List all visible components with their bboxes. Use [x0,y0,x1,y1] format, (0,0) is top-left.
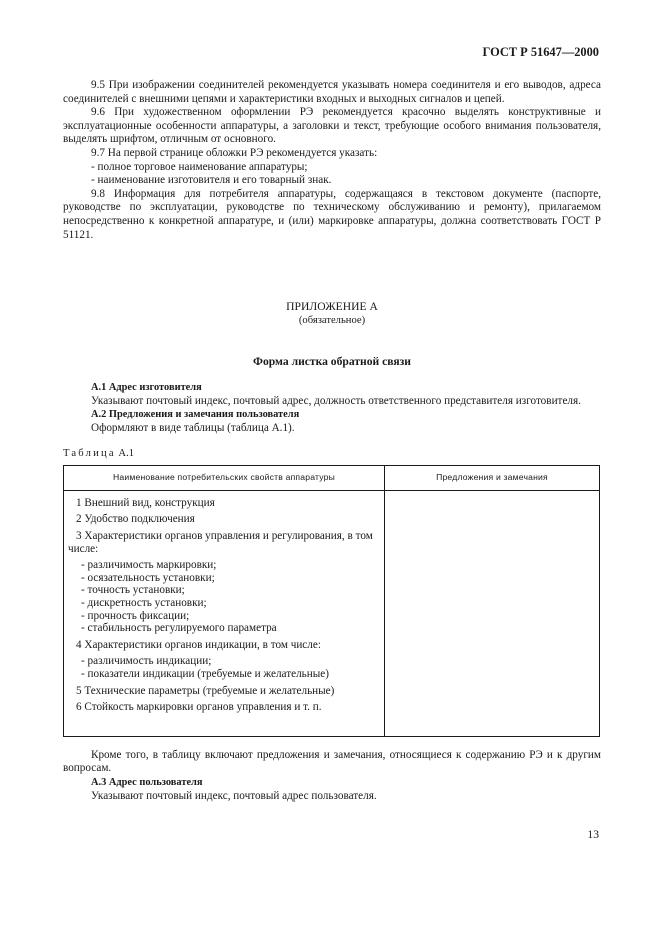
table-row-subitem: - различимость индикации; [81,655,212,668]
table-row-item-continuation: числе: [68,542,99,555]
table-row-subitem: - дискретность установки; [81,597,207,610]
column-header-properties: Наименование потребительских свойств аппаратуры [64,465,385,490]
table-caption [63,447,601,461]
section-a2-title: А.2 Предложения и замечания пользователя [91,409,300,421]
form-title: Форма листка обратной связи [253,355,411,369]
list-item: - наименование изготовителя и его товарный знак. [91,174,332,187]
feedback-table [63,465,600,737]
document-header: ГОСТ Р 51647—2000 [482,45,599,59]
paragraph-9-7: 9.7 На первой странице обложки РЭ рекомендуется указать: [91,146,378,159]
section-a3-title: А.3 Адрес пользователя [91,776,203,788]
column-header-remarks: Предложения и замечания [385,465,600,490]
table-row-subitem: - осязательность установки; [81,571,215,584]
table-row-item: 1 Внешний вид, конструкция [76,496,215,509]
table-row-subitem: - показатели индикации (требуемые и желательные) [81,668,329,680]
table-row-item: 2 Удобство подключения [76,513,195,526]
after-table-text: Кроме того, в таблицу включают предложения и замечания, относящиеся к содержанию РЭ и к другим вопросам. [63,748,601,775]
table-header-row [64,465,600,490]
list-item: - полное торговое наименование аппаратуры; [91,160,308,173]
section-a3-text: Указывают почтовый индекс, почтовый адрес пользователя. [91,789,377,802]
paragraph-9-6: 9.6 При художественном оформлении РЭ рекомендуется красочно выделять конструктивные и эксплуатационные особенности аппаратуры, а заголовки и текст, требующие особого внимания пользователя, выделять шрифтом, отличным от основного. [63,106,601,146]
table-row-subitem: - различимость маркировки; [81,559,217,572]
section-a1-text: Указывают почтовый индекс, почтовый адрес, должность ответственного представителя изготовителя. [91,394,581,407]
paragraph-9-8: 9.8 Информация для потребителя аппаратуры, содержащаяся в текстовом документе (паспорте, руководстве по эксплуатации, руководстве по техническому обслуживанию и ремонту), прилагаемом непосредственно к конкретной аппаратуре, и (или) маркировке аппаратуры, должна соответствовать ГОСТ Р 51121. [63,187,601,241]
table-row-item: 5 Технические параметры (требуемые и желательные) [76,684,335,697]
table-row-subitem: - прочность фиксации; [81,609,190,622]
paragraph-9-5: 9.5 При изображении соединителей рекомендуется указывать номера соединителя и его выводов, адреса соединителей с внешними цепями и характеристики входных и выходных сигналов и цепей. [63,79,601,105]
appendix-title: ПРИЛОЖЕНИЕ А [286,300,378,314]
table-row-item: 4 Характеристики органов индикации, в том числе: [76,638,321,651]
appendix-subtitle: (обязательное) [298,314,366,326]
table-row-subitem: - стабильность регулируемого параметра [81,622,277,635]
table-row-item: 6 Стойкость маркировки органов управления и т. п. [76,701,322,714]
table-row-subitem: - точность установки; [81,584,185,597]
table-caption-word: Таблица [63,448,116,460]
table-row-item: 3 Характеристики органов управления и регулирования, в том [76,530,373,543]
section-a1-title: А.1 Адрес изготовителя [91,381,202,393]
remarks-cell [385,490,600,736]
section-a2-text: Оформляют в виде таблицы (таблица А.1). [91,421,295,434]
properties-cell [64,490,385,736]
table-caption-number: А.1 [118,448,135,460]
page-number: 13 [587,828,599,841]
table-row [64,490,600,736]
page-content [63,79,601,803]
